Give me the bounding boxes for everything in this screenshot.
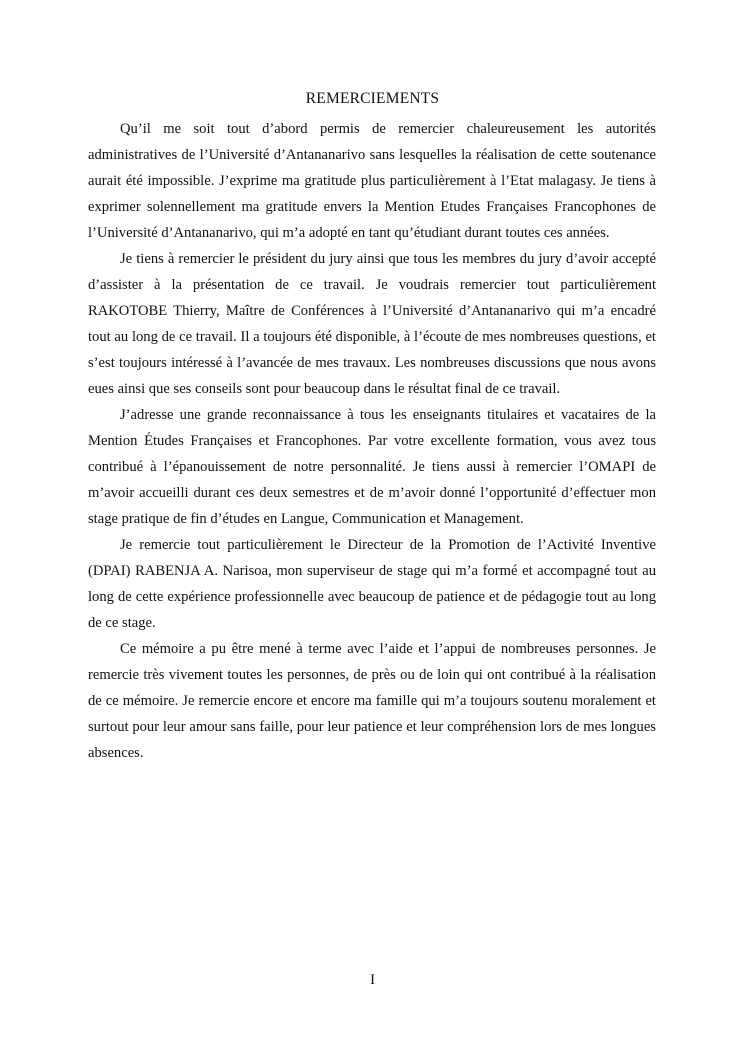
paragraph-1: Qu’il me soit tout d’abord permis de remercier chaleureusement les autorités administratives de l’Université d’Antananarivo sans lesquelles la réalisation de cette soutenance aurait été impossible. J’exprime ma gratitude plus particulièrement à l’Etat malagasy. Je tiens à exprimer solennellement ma gratitude envers la Mention Etudes Françaises Francophones de l’Université d’Antananarivo, qui m’a adopté en tant qu’étudiant durant toutes ces années. [88, 121, 656, 241]
acknowledgements-body [88, 116, 656, 766]
paragraph-5: Ce mémoire a pu être mené à terme avec l’aide et l’appui de nombreuses personnes. Je remercie très vivement toutes les personnes, de près ou de loin qui ont contribué à la réalisation de ce mémoire. Je remercie encore et encore ma famille qui m’a toujours soutenu moralement et surtout pour leur amour sans faille, pour leur patience et leur compréhension lors de mes longues absences. [88, 641, 656, 761]
paragraph-4: Je remercie tout particulièrement le Directeur de la Promotion de l’Activité Inventive (DPAI) RABENJA A. Narisoa, mon superviseur de stage qui m’a formé et accompagné tout au long de cette expérience professionnelle avec beaucoup de patience et de pédagogie tout au long de ce stage. [88, 537, 656, 631]
page-title: REMERCIEMENTS [305, 90, 440, 107]
page-number: I [370, 972, 375, 988]
paragraph-2: Je tiens à remercier le président du jury ainsi que tous les membres du jury d’avoir accepté d’assister à la présentation de ce travail. Je voudrais remercier tout particulièrement RAKOTOBE Thierry, Maître de Conférences à l’Université d’Antananarivo qui m’a encadré tout au long de ce travail. Il a toujours été disponible, à l’écoute de mes nombreuses questions, et s’est toujours intéressé à l’avancée de mes travaux. Les nombreuses discussions que nous avons eues ainsi que ses conseils sont pour beaucoup dans le résultat final de ce travail. [88, 251, 656, 397]
paragraph-3: J’adresse une grande reconnaissance à tous les enseignants titulaires et vacataires de la Mention Études Françaises et Francophones. Par votre excellente formation, vous avez tous contribué à l’épanouissement de notre personnalité. Je tiens aussi à remercier l’OMAPI de m’avoir accueilli durant ces deux semestres et de m’avoir donné l’opportunité d’effectuer mon stage pratique de fin d’études en Langue, Communication et Management. [88, 407, 656, 527]
